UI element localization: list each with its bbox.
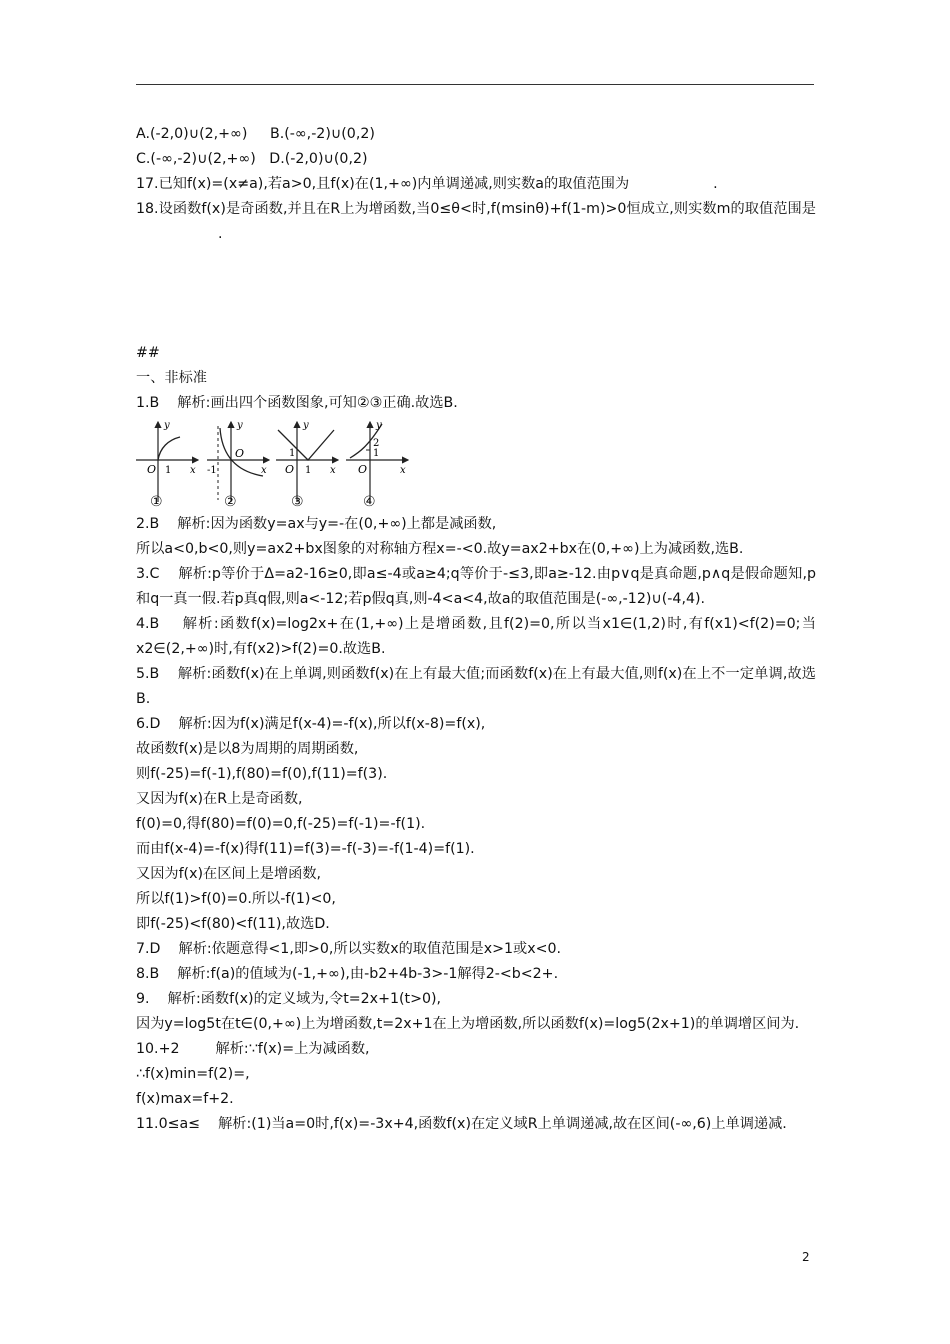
answer-2-line-1: 2.B 解析:因为函数y=ax与y=-在(0,+∞)上都是减函数, [136,516,497,532]
function-graphs [136,418,816,510]
question-17 [136,172,816,197]
tick-label: -1 [207,465,217,476]
axis-y-label: y [237,420,243,431]
page-number: 2 [802,1250,810,1264]
answer-10-line-2: ∴f(x)min=f(2)=, [136,1066,250,1082]
spacer [136,247,816,341]
q16-options-ab: A.(-2,0)∪(2,+∞) B.(-∞,-2)∪(0,2) [136,126,375,142]
answer-11: 11.0≤a≤ 解析:(1)当a=0时,f(x)=-3x+4,函数f(x)在定义域R上单调递减,故在区间(-∞,6)上单调递减. [136,1116,787,1132]
question-18-end: . [218,226,223,242]
q16-options-cd: C.(-∞,-2)∪(2,+∞) D.(-2,0)∪(0,2) [136,151,368,167]
axis-x-label: x [330,465,336,476]
answer-8: 8.B 解析:f(a)的值域为(-1,+∞),由-b2+4b-3>-1解得2-<b<2+. [136,966,559,982]
answer-6-line-2: 故函数f(x)是以8为周期的周期函数, [136,741,359,757]
answer-9-line-1: 9. 解析:函数f(x)的定义域为,令t=2x+1(t>0), [136,991,442,1007]
answer-6-line-9: 即f(-25)<f(80)<f(11),故选D. [136,916,330,932]
answer-6-line-4: 又因为f(x)在R上是奇函数, [136,791,303,807]
graph-4 [346,418,412,510]
graph-2-label: ② [224,494,237,510]
graph-3 [276,418,342,510]
graph-3-label: ③ [291,494,304,510]
question-17-end: . [713,176,718,192]
origin-label: O [235,447,245,460]
answer-6-line-6: 而由f(x-4)=-f(x)得f(11)=f(3)=-f(-3)=-f(1-4)=f(1). [136,841,475,857]
tick-label: 1 [165,465,172,476]
tick-label: 1 [289,448,296,459]
origin-label: O [147,463,157,476]
answer-9-line-2: 因为y=log5t在t∈(0,+∞)上为增函数,t=2x+1在上为增函数,所以函数f(x)=log5(2x+1)的单调增区间为. [136,1016,800,1032]
header-rule [136,84,814,85]
graph-4-label: ④ [363,494,376,510]
origin-label: O [285,463,295,476]
page-content [136,122,816,1137]
answer-6-line-7: 又因为f(x)在区间上是增函数, [136,866,322,882]
graph-2 [207,418,273,510]
axis-x-label: x [400,465,406,476]
tick-label: 1 [305,465,312,476]
question-17-text: 17.已知f(x)=(x≠a),若a>0,且f(x)在(1,+∞)内单调递减,则实数a的取值范围为 [136,176,630,192]
answer-6-line-1: 6.D 解析:因为f(x)满足f(x-4)=-f(x),所以f(x-8)=f(x), [136,716,486,732]
tick-label: 2 [373,438,380,449]
answer-6-line-3: 则f(-25)=f(-1),f(80)=f(0),f(11)=f(3). [136,766,388,782]
axis-y-label: y [376,420,382,431]
answer-10-line-1: 10.+2 解析:∵f(x)=上为减函数, [136,1041,370,1057]
answer-6-line-5: f(0)=0,得f(80)=f(0)=0,f(-25)=f(-1)=-f(1). [136,816,426,832]
answer-1: 1.B 解析:画出四个函数图象,可知②③正确.故选B. [136,395,458,411]
origin-label: O [358,463,368,476]
answer-marker: ## [136,345,160,361]
tick-label: 1 [373,448,380,459]
answer-6-line-8: 所以f(1)>f(0)=0.所以-f(1)<0, [136,891,336,907]
graph-1-label: ① [150,494,163,510]
question-18-text: 18.设函数f(x)是奇函数,并且在R上为增函数,当0≤θ<时,f(msinθ)+f(1-m)>0恒成立,则实数m的取值范围是 [136,201,816,217]
answer-4: 4.B 解析:函数f(x)=log2x+在(1,+∞)上是增函数,且f(2)=0,所以当x1∈(1,2)时,有f(x1)<f(2)=0;当x2∈(2,+∞)时,有f(x2)>f(2)=0.故选B. [136,616,816,657]
axis-x-label: x [190,465,196,476]
axis-y-label: y [164,420,170,431]
answer-5: 5.B 解析:函数f(x)在上单调,则函数f(x)在上有最大值;而函数f(x)在上有最大值,则f(x)在上不一定单调,故选B. [136,666,816,707]
answer-3: 3.C 解析:p等价于Δ=a2-16≥0,即a≤-4或a≥4;q等价于-≤3,即a≥-12.由p∨q是真命题,p∧q是假命题知,p和q一真一假.若p真q假,则a<-12;若p假q真,则-4<a<4,故a的取值范围是(-∞,-12)∪(-4,4). [136,566,816,607]
axis-x-label: x [261,465,267,476]
question-18 [136,197,816,247]
graph-1 [136,418,202,510]
answer-7: 7.D 解析:依题意得<1,即>0,所以实数x的取值范围是x>1或x<0. [136,941,562,957]
section-heading: 一、非标准 [136,370,207,386]
answer-2-line-2: 所以a<0,b<0,则y=ax2+bx图象的对称轴方程x=-<0.故y=ax2+bx在(0,+∞)上为减函数,选B. [136,541,744,557]
axis-y-label: y [303,420,309,431]
answer-10-line-3: f(x)max=f+2. [136,1091,234,1107]
